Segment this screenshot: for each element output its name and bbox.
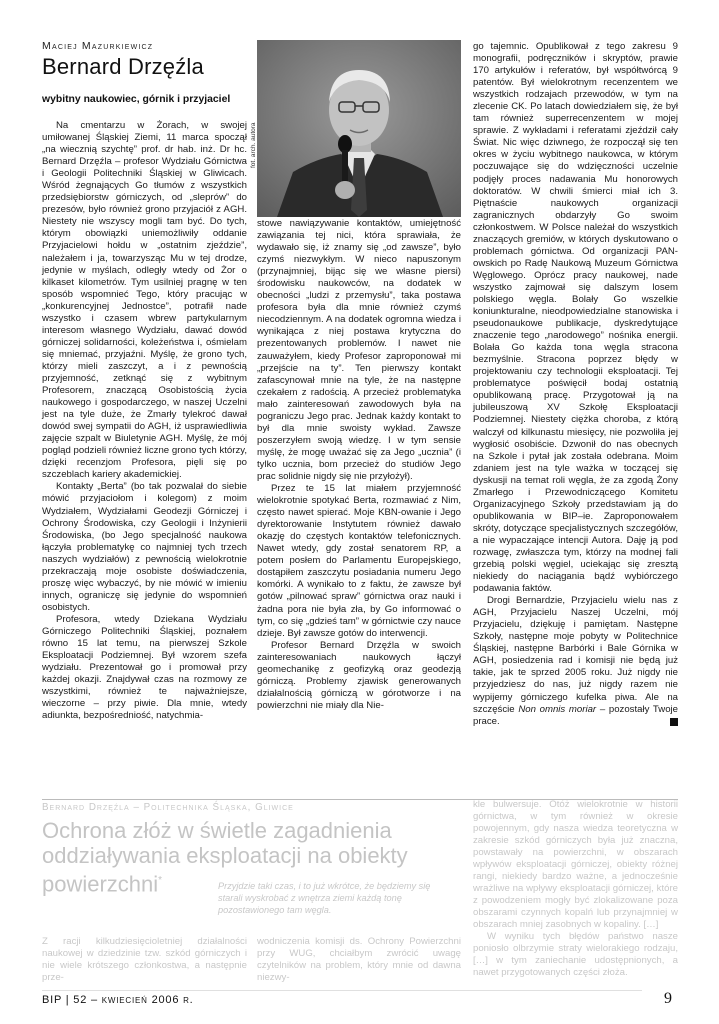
article-column-1	[42, 120, 247, 722]
next-article-column-2: wodniczenia komisji ds. Ochrony Powierzchni przy WUG, chciałbym zwrócić uwagę czytelników na problem, który mnie od dawna niezwy-	[257, 936, 461, 983]
photo-credit: fot. arch. autora	[250, 122, 257, 168]
closing-end: – pozostały Twoje prace.	[473, 703, 678, 727]
article-author: Maciej Mazurkiewicz	[42, 40, 154, 52]
next-article-column-1: Z racji kilkudziesięcioletniej działalności naukowej w dziedzinie tzw. szkód górniczych i nie wiele krótszego członkostwa, a następnie prze-	[42, 936, 247, 983]
article-column-3	[473, 41, 678, 728]
paragraph: Profesor Bernard Drzęźla w swoich zainteresowaniach naukowych łączył geomechanikę z geofizyką oraz geodezją górniczą. Problemy zjawisk generowanych działalnością górniczą w górotworze i na powierzchni nie miały dla Nie-	[257, 639, 461, 711]
portrait-illustration	[257, 40, 461, 217]
next-article-author: Bernard Drzęźla – Politechnika Śląska, Gliwice	[42, 802, 294, 813]
next-article-column-3	[473, 799, 678, 979]
closing-text: Drogi Bernardzie, Przyjacielu wielu nas z AGH, Przyjacielu Naszej Uczelni, mój Przyjacielu, dziękuję i pamiętam. Następne Szkoły, następne moje pobyty w Politechnice Śląskiej, następne Barbórki i Bale Górnika w AGH, posiedzenia rad i komisji nie będą już takie, jak te sprzed 2005 roku. Już nigdy nie przyjedziesz do nas, już nigdy razem nie wypijemy górniczego kufelka piwa. Ale na szczęście	[473, 595, 678, 715]
paragraph: W wyniku tych błędów państwo nasze poniosło olbrzymie straty wielorakiego rodzaju, […] w tym zaniechanie udostępnionych, a nawet przygotowanych części złoża.	[473, 931, 678, 978]
latin-quote: Non omnis moriar	[518, 703, 597, 715]
next-article-title-text: Ochrona złóż w świetle zagadnienia oddziaływania eksploatacji na obiekty powierzchni	[42, 818, 408, 897]
paragraph: kle bulwersuje. Otóż wielokrotnie w historii górnictwa, w tym również w okresie powojennym, gdy nasza wiedza teoretyczna w zakresie szkód górniczych była już znaczna, powstawały na powierzchni, w obszarach wpływów eksploatacji górniczej, obiekty różnej rangi, niekiedy bardzo ważne, a jednocześnie wrażliwe na wpływy eksploatacji górniczej, które z powodzeniem mogły być zlokalizowane poza obszarami czynnych kopalń lub przynajmniej w obszarach mniej zasobnych w kopaliny. […]	[473, 799, 678, 930]
paragraph: Przez te 15 lat miałem przyjemność wielokrotnie spotykać Berta, rozmawiać z Nim, często nawet spierać. Moje KBN-owanie i Jego dyrektorowanie Instytutem również dawało okazję do częstych kontaktów telefonicznych. Nawet wtedy, gdy został senatorem RP, a potem posłem do Parlamentu Europejskiego, dostąpiłem zaszczytu posiadania numeru Jego komórki. A wynikało to z faktu, że zawsze był gotów „pilnować spraw” górnictwa oraz nauki i żadna pora nie była zła, by Go informować o tym, co się „gdzieś tam” w górnictwie czy nauce dzieje. Był zawsze gotów do interwencji.	[257, 483, 461, 639]
article-title: Bernard Drzęźla	[42, 54, 204, 79]
article-column-2	[257, 218, 461, 712]
paragraph: Kontakty „Berta” (bo tak pozwalał do siebie mówić przyjaciołom i kolegom) z moim Wydziałem, Wydziałami Geodezji Górniczej i Ochrony Środowiska, czy Geologii i Inżynierii Środowiska, (bo Jego specjalność naukowa łączyła problematykę co najmniej tych trzech naszych wydziałów) z pewnością wielokrotnie przekraczają moje osobiste doświadczenia, proszę więc wybaczyć, by nie mówić w imieniu innych, ograniczę się jedynie do wspomnień osobistych.	[42, 481, 247, 613]
page-number: 9	[664, 990, 672, 1007]
article-subtitle: wybitny naukowiec, górnik i przyjaciel	[42, 94, 231, 105]
end-of-article-mark	[670, 718, 678, 726]
paragraph: go tajemnic. Opublikował z tego zakresu 9 monografii, podręczników i skryptów, prawie 170 artykułów i referatów, był współtwórcą 9 patentów. Był wielokrotnym recenzentem we wszystkich rodzajach przewodów, w tym na zlecenie CK. Po latach dowiedziałem się, że był tam również superrecenzentem w mojej sprawie. Z wykładami i referatami zjeździł cały Świat. Nic więc dziwnego, że rozpoczął się ten okres w życiu wybitnego naukowca, w którym poczuwające się do wdzięczności uczelnie podjęły proces nadawania Mu honorowych doktoratów. W chwili śmierci miał ich 3. Piętnaście naukowych organizacji zagranicznych obdarzyły Go swoim członkostwem. W Polsce należał do wszystkich znaczących gremiów, w których dyskutowano o problemach górnictwa. Od organizacji PAN-owskich po Radę Naukową Muzeum Górnictwa Węglowego. Oprócz pracy naukowej, nade wszystko zajmował się dalszym losem polskiego węgla. Bolały Go wszelkie koniunkturalne, nieodpowiedzialne stanowiska i pseudonaukowe publikacje, dyskredytujące znaczenie tego „narodowego” nośnika energii. Bolała Go każda tona węgla stracona bezmyślnie. Stracona poprzez błędy w projektowaniu czy technologii eksploatacji. Tej problematyce poświęcił bodaj ostatnią opublikowaną pracę. Przygotował ją na jubileuszową XV Szkołę Eksploatacji Podziemnej. Niestety ciężka choroba, z którą walczył od kilkunastu miesięcy, nie pozwoliła jej wygłosić osobiście. Dzwonił do nas obecnych na Szkole i pytał jak została odebrana. Moim zdaniem jest na tyle ważka w toczącej się dyskusji na temat roli węgla, że za zgodą Żony Zmarłego i Przewodniczącego Komitetu Organizacyjnego Szkoły przedstawiam ją do opublikowania w BIP–ie. Zaproponowałem skróty, dotyczące specjalistycznych szczegółów, a nie wypaczające intencji Autora. Daję ją pod rozwagę, zwłaszcza tym, którzy na modnej fali grzebią polski węgiel, uciekając się zresztą niekiedy do naciągania bądź wybiórczego podawania faktów.	[473, 41, 678, 595]
paragraph: stowe nawiązywanie kontaktów, umiejętność zawiązania tej nici, która sprawiała, że wydawało się, iż znamy się „od zawsze”, było czymś niezwykłym. W nieco napuszonym (przynajmniej, bijąc się we własne piersi) środowisku naukowców, na dodatek w obecności „ludzi z przemysłu”, taka postawa profesora była dla mnie również czymś niecodziennym. A na dodatek ogromna wiedza i wynikająca z niej postawa krytyczna do prezentowanych problemów. I nawet nie zauważyłem, kiedy Profesor zaproponował mi „przejście na ty”. Ten pierwszy kontakt zafascynował mnie na tyle, że na następne czekałem z radością. A przecież problematyka mało zainteresowań zawodowych była na pograniczu Jego prac. Jednak każdy kontakt to był dla mnie swoisty wykład. Zawsze poszerzyłem swoją wiedzę. I w tym sensie myślę, że mogę uważać się za Jego „ucznia” (i tylko ucznia, bom przecież do studiów Jego prac solidnie nigdy się nie przyłożył).	[257, 218, 461, 482]
closing-paragraph	[473, 595, 678, 728]
paragraph: Na cmentarzu w Żorach, w swojej umiłowanej Śląskiej Ziemi, 11 marca spoczął „na wiecznią szychtę” prof. dr hab. inż. Dr hc. Bernard Drzęźla – profesor Wydziału Górnictwa i Geologii Politechniki Śląskiej w Gliwicach. Wśród żegnających Go tłumów z wszystkich przedsiębiorstw górniczych, od „sleprów” do prezesów, było również grono przyjaciół z AGH. Niestety nie wszyscy mogli tam być. Do tych, którym obowiązki uniemożliwiły oddanie Przyjacielowi hołdu w „ostatnim zjeździe”, należałem i ja, towarzysząc Mu w tej drodze, jedynie w myślach, odległy wtedy od Żor o kilkaset kilometrów. Tym usilniej pragnę w ten sposób wspomnieć Tego, który pracując w „konkurencyjnej Jednostce”, potrafił nade wszystko i czasem wbrew partykularnym interesom własnego Wydziału, dawać dowód górniczej solidarności, koleżeństwa i, ośmielam się mniemać, przyjaźni. Myślę, że grono tych, którzy mieli zaszczyt, a i z pewnością przyjemność, zetknąć się z wybitnym Profesorem, znaczącą Osobistością życia naukowego i gospodarczego, w naszej Uczelni jest na tyle duże, że Zmarły tylekroć dawał dowód swej sympatii do AGH, iż usprawiedliwia zajęcie szpalt w Biuletynie AGH. Myślę, że mój pogląd podzieli również liczne grono tych którzy, dzięki recenzjom Profesora, pięli się po szczeblach kariery akademickiej.	[42, 120, 247, 481]
footnote-mark: *	[158, 875, 163, 886]
portrait-photo	[257, 40, 461, 217]
paragraph: Profesora, wtedy Dziekana Wydziału Górniczego Politechniki Śląskiej, poznałem równo 15 lat temu, na pierwszej Szkole Eksploatacji Podziemnej. Był wzorem szefa wydziału. Prezentował go i promował przy każdej okazji. Znajdywał czas na rozmowy ze wszystkimi, również te najważniejsze, wieczorne – przy piwie. Dla mnie, wtedy adiunkta, bezpośredniość, natychmia-	[42, 613, 247, 722]
footer-issue: BIP | 52 – kwiecień 2006 r.	[42, 994, 194, 1006]
footer-rule	[42, 990, 642, 991]
next-article-motto: Przyjdzie taki czas, i to już wkrótce, że będziemy się starali wyskrobać z wnętrza ziemi każdą tonę pozostawionego tam węgla.	[218, 881, 431, 915]
